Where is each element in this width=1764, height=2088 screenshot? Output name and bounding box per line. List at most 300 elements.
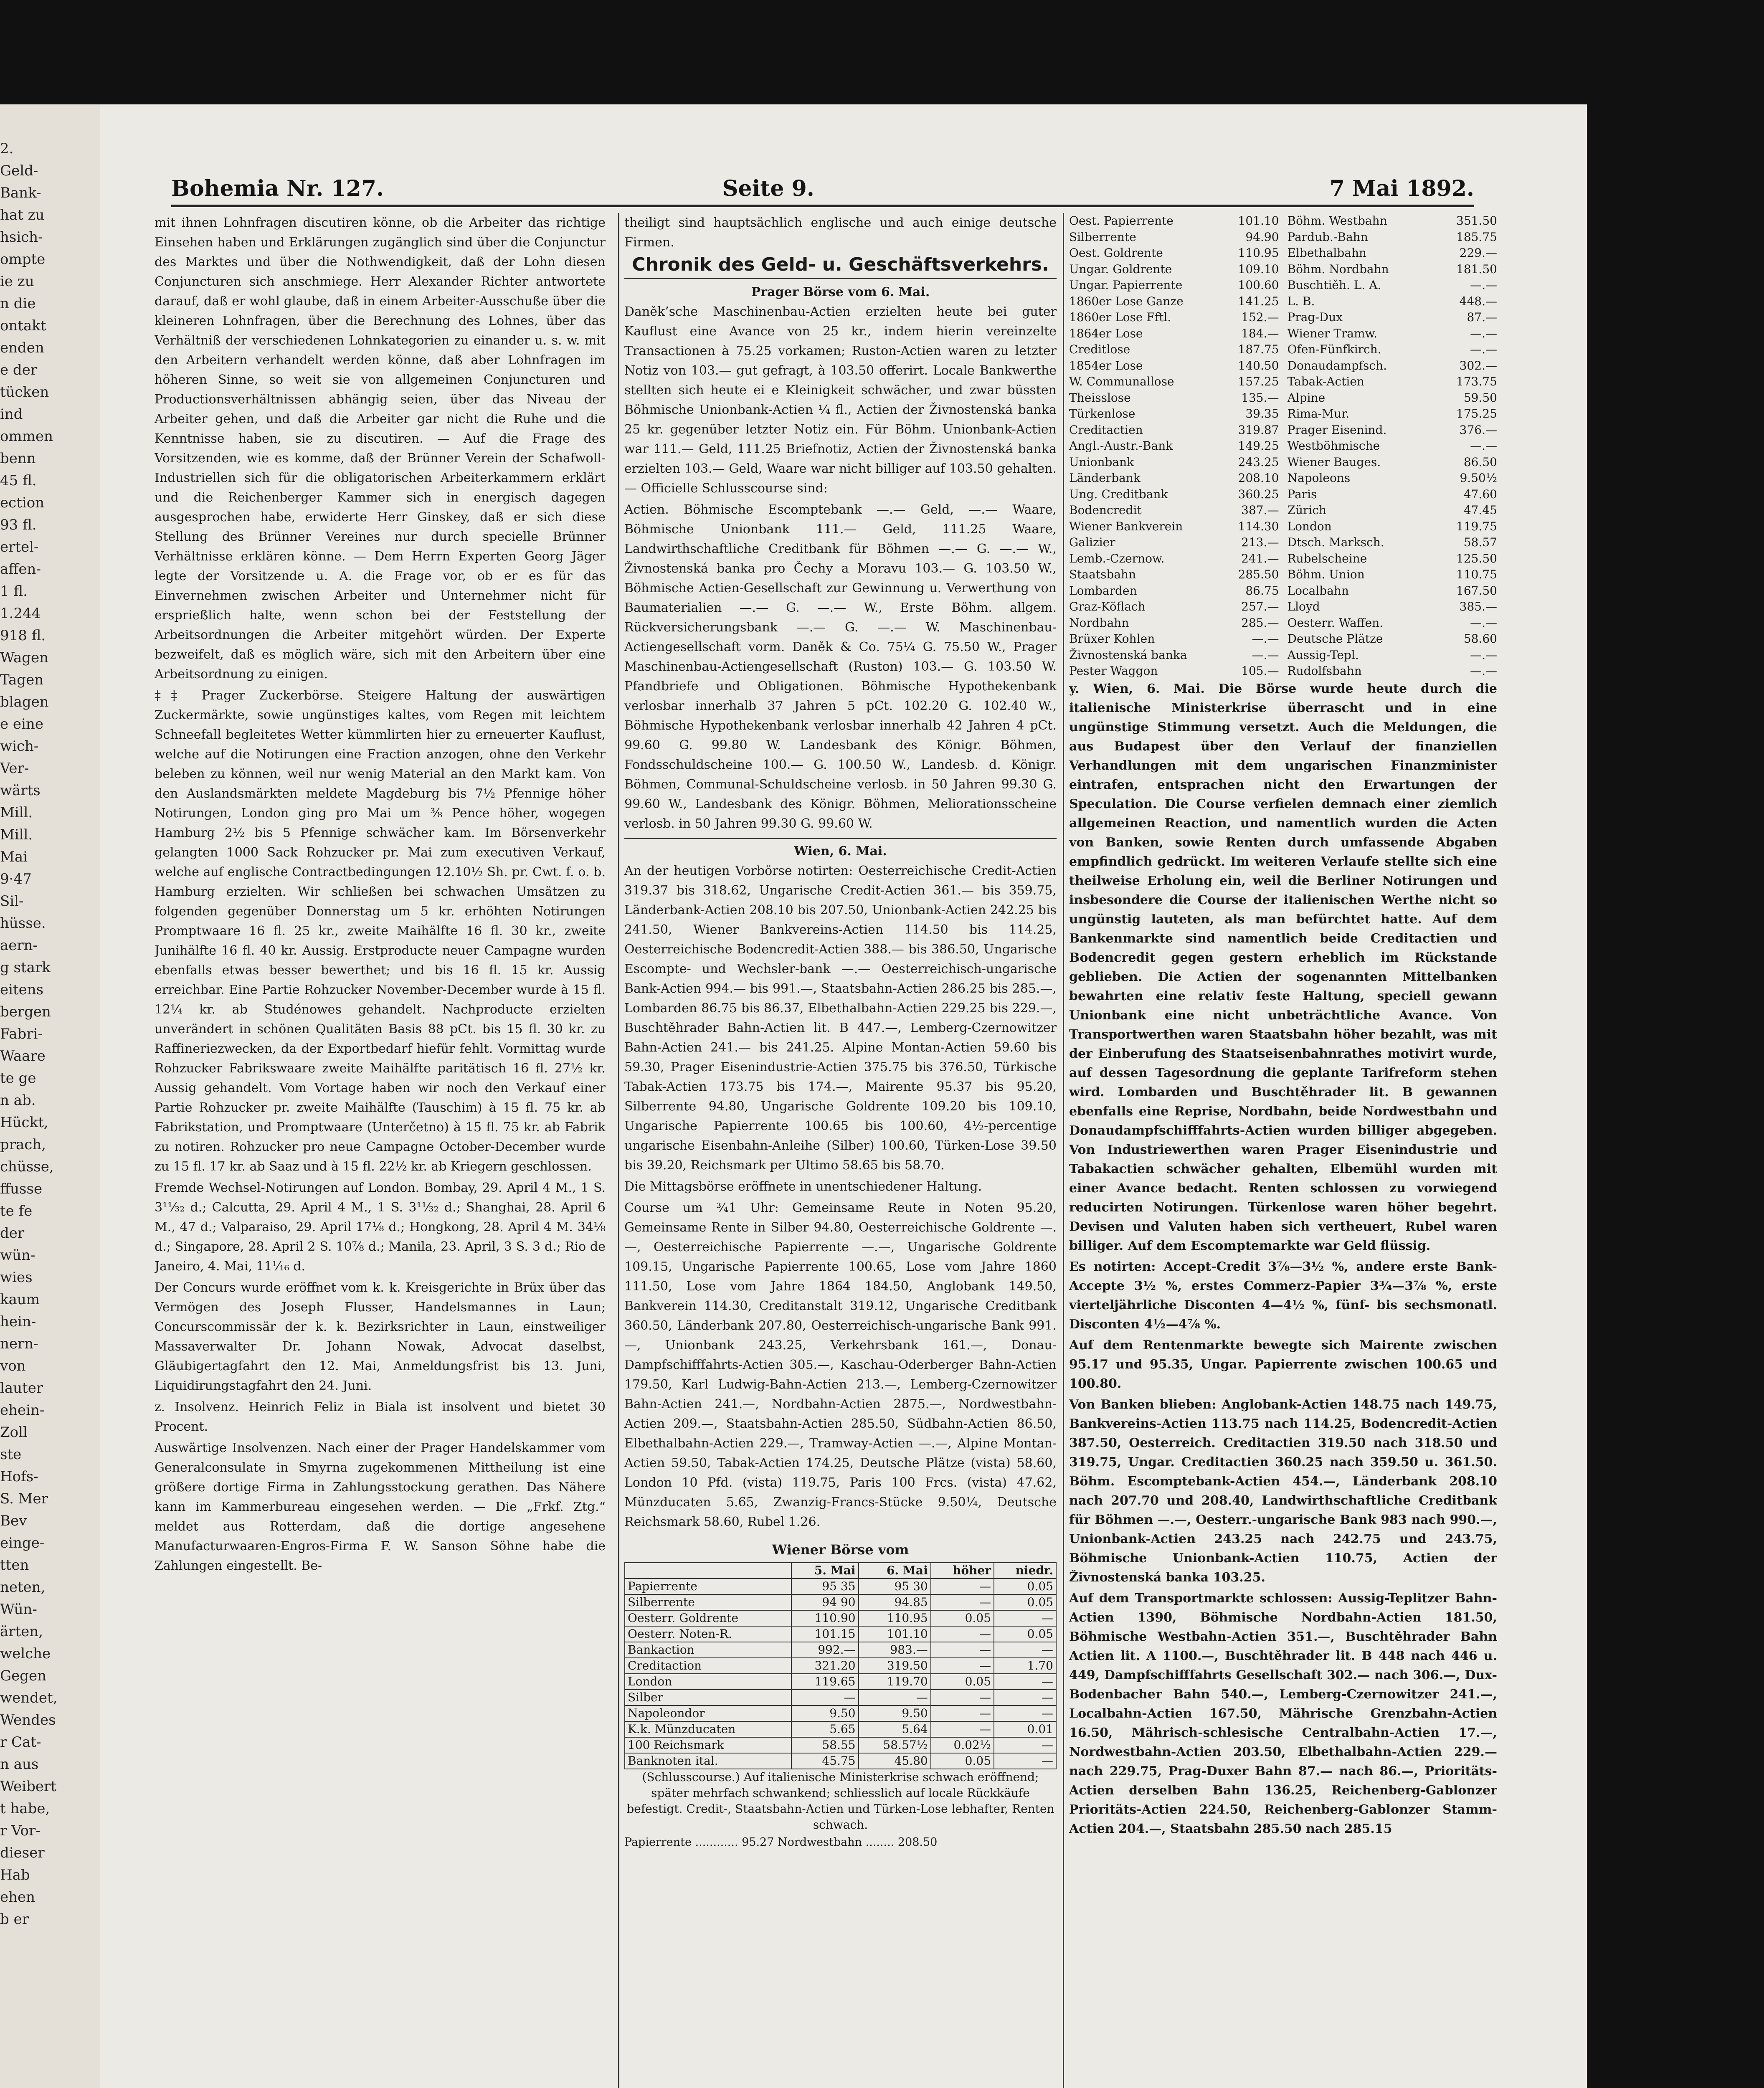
table-cell: — [931, 1642, 994, 1658]
paragraph: Actien. Böhmische Escomptebank —.— Geld, —.— Waare, Böhmische Unionbank 111.— Geld, 111.25 Waare, Landwirthschaftliche Creditbank für Böhmen —.— G. —.— W., Živnostenská banka pro Čechy a Moravu 103.— G. 103.50 W., Böhmische Actien-Gesellschaft zur Gewinnung u. Verwerthung von Baumaterialien —.— G. —.— W., Erste Böhm. allgem. Rückversicherungsbank —.— G. —.— W. Maschinenbau-Actiengesellschaft vorm. Daněk & Co. 75¼ G. 75.50 W., Prager Maschinenbau-Actiengesellschaft (Ruston) 103.— G. 103.50 W. Pfandbriefe und Obligationen. Böhmische Hypothekenbank verlosbar innerhalb 37 Jahren 5 pCt. 102.20 G. 102.40 W., Böhmische Hypothekenbank verlosbar innerhalb 42 Jahren 4 pCt. 99.60 G. 99.80 W. Landesbank des Königr. Böhmen, Fondsschuldscheine 100.— G. 100.50 W., Landesb. d. Königr. Böhmen, Communal-Schuldscheine verlosb. in 50 Jahren 99.30 G. 99.60 W., Landesbank des Königr. Böhmen, Meliorationsscheine verlosb. in 50 Jahren 99.30 G. 99.60 W. [624, 502, 1057, 831]
table-cell: 100 Reichsmark [625, 1737, 791, 1753]
course-list-left [1069, 213, 1279, 679]
fragment-line: Fabri- [0, 1026, 43, 1042]
fragment-line: prach, [0, 1136, 46, 1153]
table-cell: 1.70 [994, 1658, 1056, 1674]
table-cell: Papierrente [625, 1579, 791, 1594]
fragment-line: dieser [0, 1845, 45, 1861]
course-value: 141.25 [1238, 294, 1279, 308]
fragment-line: tten [0, 1557, 29, 1574]
paragraph: mit ihnen Lohnfragen discutiren könne, ob die Arbeiter das richtige Einsehen haben und Erklärungen zugänglich sind über die Conjunctur des Marktes und über die Nothwendigkeit, daß der Lohn diesen Conjuncturen sich anschmiege. Herr Alexander Richter antwortete darauf, daß er wohl glaube, daß in einem Arbeiter-Ausschuße über die kleineren Lohnfragen, über die Berechnung des Lohnes, über das Verhältniß der verschiedenen Lohnkategorien zu einander u. s. w. mit den Arbeitern verhandelt werden könne, daß aber Lohnfragen im höheren Sinne, so weit sie von allgemeinen Conjuncturen und Productionsverhältnissen abhängig seien, über das Niveau der Arbeiter gehen, und daß die Arbeiter gar nicht die Ruhe und die Kenntnisse haben, sie zu discutiren. — Auf die Frage des Vorsitzenden, wie es komme, daß der Brünner Verein der Schafwoll-Industriellen sich für die obligatorischen Arbeiterkammern erklärt und die Reichenberger Kammer sich in energisch dagegen ausgesprochen habe, erwiderte Herr Ginskey, daß er sich diese Stellung des Brünner Vereines nur durch specielle Brünner Verhältnisse erklären könne. — Dem Herrn Experten Georg Jäger legte der Vorsitzende u. A. die Frage vor, ob er es für das Einvernehmen zwischen Arbeiter und Unternehmer nicht für ersprießlich halte, wenn schon bei der Feststellung der Arbeitsordnungen die Arbeiter mitgehört würden. Der Experte bezweifelt, daß es möglich wäre, sich mit den Arbeitern über eine Arbeitsordnung zu einigen. [155, 215, 606, 682]
page-number: Seite 9. [722, 176, 814, 201]
course-row [1288, 615, 1498, 631]
table-cell: Silberrente [625, 1594, 791, 1610]
course-row [1288, 261, 1498, 278]
course-row [1069, 438, 1279, 454]
course-value: 376.— [1459, 423, 1497, 437]
table-row [625, 1579, 1056, 1594]
fragment-line: 1.244 [0, 605, 41, 622]
course-value: 185.75 [1456, 230, 1497, 244]
course-row [1069, 647, 1279, 664]
wiener-boerse-table [624, 1562, 1057, 1769]
course-name: Graz-Köflach [1069, 600, 1146, 613]
table-cell: 94.85 [859, 1594, 931, 1610]
course-row [1288, 213, 1498, 229]
course-name: Deutsche Plätze [1287, 632, 1383, 646]
table-cell: — [931, 1690, 994, 1705]
fragment-line: Gegen [0, 1667, 47, 1684]
lead-text: theiligt sind hauptsächlich englische und auch einige deutsche Firmen. [624, 215, 1057, 250]
table-cell: — [791, 1690, 859, 1705]
wien-heading: Wien, 6. Mai. [624, 838, 1057, 861]
table-cell: Oesterr. Goldrente [625, 1610, 791, 1626]
course-name: Donaudampfsch. [1287, 358, 1387, 372]
course-row [1288, 438, 1498, 454]
fragment-line: 1 fl. [0, 583, 28, 600]
course-row [1069, 374, 1279, 390]
course-value: 351.50 [1456, 214, 1497, 228]
course-value: 184.— [1241, 326, 1279, 340]
report-paragraph: y. Wien, 6. Mai. Die Börse wurde heute durch die italienische Ministerkrise überrascht und in eine ungünstige Stimmung versetzt. Auch die Meldungen, die aus Budapest über den Verlauf der finanziellen Verhandlungen mit dem ungarischen Finanzminister eintrafen, entsprachen nicht den Erwartungen der Speculation. Die Course verfielen demnach einer ziemlich allgemeinen Reaction, und namentlich wurden die Acten von Banken, sowie Renten durch umfassende Abgaben empfindlich gedrückt. Im weiteren Verlaufe stellte sich eine theilweise Erholung ein, weil die Berliner Notirungen und insbesondere die Course der italienischen Werthe nicht so ungünstig lauteten, als man befürchtet hatte. Auf dem Bankenmarkte sind namentlich beide Creditactien und Bodencredit gegen gestern erheblich im Rückstande geblieben. Die Actien der sogenannten Mittelbanken bewahrten eine relativ feste Haltung, speciell gewann Unionbank eine nicht unbeträchtliche Avance. Von Transportwerthen waren Staatsbahn höher bezahlt, was mit der Einberufung des Staatseisenbahnrathes motivirt wurde, auf dessen Tagesordnung die geplante Tarifreform stehen wird. Lombarden und Buschtěhrader lit. B gewannen ebenfalls eine Reprise, Nordbahn, beide Nordwestbahn und Donaudampfschifffahrts-Actien wurden billiger abgegeben. Von Industriewerthen waren Prager Eisenindustrie und Tabakactien schwächer gehalten, Elbemühl wurden mit einer Avance bedacht. Renten schlossen zu vorwiegend reducirten Notirungen. Türkenlose waren höher begehrt. Devisen und Valuten haben sich vertheuert, Rubel waren billiger. Auf dem Escomptemarkte war Geld flüssig. [1069, 681, 1497, 1253]
fragment-line: Hofs- [0, 1468, 38, 1485]
course-row [1288, 519, 1498, 535]
table-cell: 101.10 [859, 1626, 931, 1642]
course-value: 105.— [1241, 664, 1279, 678]
paragraph: Fremde Wechsel-Notirungen auf London. Bombay, 29. April 4 M., 1 S. 3¹¹⁄₃₂ d.; Calcutta, 29. April 4 M., 1 S. 3¹¹⁄₃₂ d.; Shanghai, 28. April 6 M., 47 d.; Valparaiso, 29. April 17⅛ d.; Hongkong, 28. April 4 M. 34⅛ d.; Singapore, 28. April 2 S. 10⅞ d.; Manila, 23. April, 3 S. 3 d.; Rio de Janeiro, 4. Mai, 11¹⁄₁₆ d. [155, 1181, 606, 1274]
course-value: 385.— [1459, 600, 1497, 613]
course-name: Rudolfsbahn [1287, 664, 1362, 678]
course-name: Galizier [1069, 535, 1115, 549]
table-cell: Banknoten ital. [625, 1753, 791, 1769]
course-value: —.— [1470, 616, 1497, 630]
fragment-line: Hückt, [0, 1114, 48, 1131]
course-name: Rima-Mur. [1287, 407, 1350, 421]
fragment-line: chüsse, [0, 1158, 54, 1175]
course-row [1288, 309, 1498, 326]
course-name: Pardub.-Bahn [1287, 230, 1368, 244]
course-value: 125.50 [1456, 551, 1497, 565]
table-cell: 321.20 [791, 1658, 859, 1674]
table-row [625, 1753, 1056, 1769]
table-cell: 110.95 [859, 1610, 931, 1626]
course-value: 302.— [1459, 358, 1497, 372]
course-value: 109.10 [1238, 262, 1279, 276]
course-row [1069, 615, 1279, 631]
table-cell: Oesterr. Noten-R. [625, 1626, 791, 1642]
course-value: 157.25 [1238, 375, 1279, 388]
fragment-line: wies [0, 1269, 33, 1286]
paragraph: Daněk’sche Maschinenbau-Actien erzielten heute bei guter Kauflust eine Avance von 25 kr., indem hierin vereinzelte Transactionen à 75.25 vorkamen; Ruston-Actien waren zu letzter Notiz von 103.— gut gefragt, à 103.50 offerirt. Locale Bankwerthe stellten sich heute ei e Kleinigkeit schwächer, und zwar büssten Böhmische Unionbank-Actien ¼ fl., Actien der Živnostenská banka 25 kr. gegenüber letzter Notiz ein. Für Böhm. Unionbank-Actien war 111.— Geld, 111.25 Briefnotiz, Actien der Živnostenská banka erzielten 103.— Geld, Waare war nicht billiger auf 103.50 gehalten. — Officielle Schlusscourse sind: [624, 304, 1057, 496]
course-row [1069, 358, 1279, 374]
course-value: 181.50 [1456, 262, 1497, 276]
course-name: 1864er Lose [1069, 326, 1143, 340]
table-header-row [625, 1563, 1056, 1579]
course-value: —.— [1470, 648, 1497, 662]
fragment-line: wendet, [0, 1690, 58, 1706]
fragment-line: n die [0, 295, 36, 312]
course-name: Türkenlose [1069, 407, 1135, 421]
course-name: Ofen-Fünfkirch. [1287, 342, 1381, 356]
course-name: Lemb.-Czernow. [1069, 551, 1165, 565]
course-row [1069, 663, 1279, 679]
course-name: Oest. Papierrente [1069, 214, 1173, 228]
table-cell: Creditaction [625, 1658, 791, 1674]
course-name: Lombarden [1069, 583, 1137, 598]
table-row [625, 1705, 1056, 1721]
course-value: —.— [1470, 439, 1497, 453]
course-name: W. Communallose [1069, 375, 1174, 388]
table-cell: — [931, 1705, 994, 1721]
course-value: 175.25 [1456, 407, 1497, 421]
fragment-line: ertel- [0, 539, 39, 555]
course-name: Silberrente [1069, 230, 1136, 244]
column-3 [1063, 213, 1497, 2088]
table-cell: — [994, 1705, 1056, 1721]
section-subtitle: Prager Börse vom 6. Mai. [751, 285, 930, 299]
course-list-right [1288, 213, 1498, 679]
course-value: —.— [1470, 664, 1497, 678]
course-row [1288, 358, 1498, 374]
report-paragraph: Auf dem Transportmarkte schlossen: Aussig-Teplitzer Bahn-Actien 1390, Böhmische Nordbahn-Actien 181.50, Böhmische Westbahn-Actien 351.—, Buschtěhrader Bahn Actien lit. A 1100.—, Buschtěhrader lit. B 448 nach 446 u. 449, Dampfschifffahrts Gesellschaft 302.— nach 306.—, Dux-Bodenbacher Bahn 540.—, Lemberg-Czernowitzer 241.—, Localbahn-Actien 167.50, Mährische Grenzbahn-Actien 16.50, Mährisch-schlesische Centralbahn-Actien 17.—, Nordwestbahn-Actien 203.50, Elbethalbahn-Actien 229.— nach 229.75, Prag-Duxer Bahn 87.— nach 86.—, Prioritäts-Actien derselben Bahn 136.25, Reichenberg-Gablonzer Prioritäts-Actien 224.50, Reichenberg-Gablonzer Stamm-Actien 204.—, Staatsbahn 285.50 nach 285.15 [1069, 1591, 1497, 1836]
table-row [625, 1674, 1056, 1690]
table-cell: — [931, 1658, 994, 1674]
paragraph: Der Concurs wurde eröffnet vom k. k. Kreisgerichte in Brüx über das Vermögen des Joseph Flusser, Handelsmannes in Laun; Concurscommissär der k. k. Bezirksrichter in Laun, einstweiliger Massaverwalter Dr. Johann Nowak, Advocat daselbst, Gläubigertagfahrt den 12. Mai, Anmeldungsfrist bis 13. Juni, Liquidirungstagfahrt den 24. Juni. [155, 1280, 606, 1393]
course-name: Ung. Creditbank [1069, 487, 1168, 501]
course-value: 94.90 [1245, 230, 1279, 244]
table-row [625, 1737, 1056, 1753]
table-cell: 0.05 [994, 1594, 1056, 1610]
course-row [1069, 406, 1279, 422]
column-header: 5. Mai [791, 1563, 859, 1579]
table-cell: 9.50 [791, 1705, 859, 1721]
paragraph: An der heutigen Vorbörse notirten: Oesterreichische Credit-Actien 319.37 bis 318.62, Ungarische Credit-Actien 361.— bis 359.75, Länderbank-Actien 208.10 bis 207.50, Unionbank-Actien 242.25 bis 241.50, Wiener Bankvereins-Actien 114.50 bis 114.25, Oesterreichische Bodencredit-Actien 388.— bis 386.50, Ungarische Escompte- und Wechsler-bank —.— Oesterreichisch-ungarische Bank-Actien 994.— bis 991.—, Staatsbahn-Actien 286.25 bis 285.—, Lombarden 86.75 bis 86.37, Elbethalbahn-Actien 229.25 bis 229.—, Buschtěhrader Bahn-Actien lit. B 447.—, Lemberg-Czernowitzer Bahn-Actien 241.— bis 241.25. Alpine Montan-Actien 59.60 bis 59.30, Prager Eisenindustrie-Actien 375.75 bis 376.50, Türkische Tabak-Actien 173.75 bis 174.—, Mairente 95.37 bis 95.20, Silberrente 94.80, Ungarische Goldrente 109.20 bis 109.10, Ungarische Papierrente 100.65 bis 100.60, 4½-percentige ungarische Eisenbahn-Anleihe (Silber) 100.60, Türken-Lose 39.50 bis 39.20, Reichsmark per Ultimo 58.65 bis 58.70. [624, 864, 1057, 1173]
course-row [1069, 245, 1279, 261]
course-value: 110.75 [1456, 568, 1497, 581]
course-value: 229.— [1459, 246, 1497, 260]
fragment-line: ommen [0, 428, 53, 445]
fragment-line: ffusse [0, 1181, 43, 1197]
course-row [1069, 213, 1279, 229]
fragment-line: Hab [0, 1867, 30, 1883]
fragment-line: 918 fl. [0, 627, 46, 644]
course-value: 140.50 [1238, 358, 1279, 372]
table-footer: Papierrente ............ 95.27 Nordwestbahn ........ 208.50 [624, 1836, 938, 1849]
course-value: 241.— [1241, 551, 1279, 565]
course-row [1069, 470, 1279, 487]
course-row [1288, 567, 1498, 583]
table-cell: — [859, 1690, 931, 1705]
course-name: Theisslose [1069, 390, 1131, 405]
course-row [1069, 294, 1279, 310]
fragment-line: nern- [0, 1335, 38, 1352]
course-row [1069, 631, 1279, 647]
fragment-line: welche [0, 1645, 51, 1662]
fragment-line: hüsse. [0, 915, 46, 932]
fragment-line: affen- [0, 561, 41, 578]
table-cell: 0.05 [931, 1610, 994, 1626]
page-date: 7 Mai 1892. [1329, 176, 1474, 201]
fragment-line: Bank- [0, 185, 41, 201]
course-name: Prager Eisenind. [1287, 423, 1387, 437]
fragment-line: kaum [0, 1291, 40, 1308]
course-value: 152.— [1241, 310, 1279, 324]
course-row [1288, 454, 1498, 471]
fragment-line: Zoll [0, 1424, 28, 1441]
course-row [1069, 519, 1279, 535]
table-cell: 5.64 [859, 1721, 931, 1737]
course-row [1069, 326, 1279, 342]
course-row [1069, 309, 1279, 326]
fragment-line: bergen [0, 1003, 51, 1020]
course-value: 149.25 [1238, 439, 1279, 453]
course-row [1288, 374, 1498, 390]
table-cell: 992.— [791, 1642, 859, 1658]
fragment-line: t habe, [0, 1800, 50, 1817]
table-note: (Schlusscourse.) Auf italienische Ministerkrise schwach eröffnend; später mehrfach schwankend; schliesslich auf locale Rückkäufe befestigt. Credit-, Staatsbahn-Actien und Türken-Lose lebhafter, Renten schwach. [626, 1770, 1054, 1832]
table-cell: 119.70 [859, 1674, 931, 1690]
course-row [1288, 342, 1498, 358]
course-name: Pester Waggon [1069, 664, 1158, 678]
course-name: Bodencredit [1069, 503, 1142, 517]
fragment-line: r Cat- [0, 1734, 41, 1751]
course-value: 208.10 [1238, 471, 1279, 485]
fragment-line: n ab. [0, 1092, 36, 1109]
course-row [1069, 422, 1279, 438]
course-name: Wiener Bankverein [1069, 519, 1183, 533]
fragment-line: r Vor- [0, 1822, 41, 1839]
column-header: höher [931, 1563, 994, 1579]
table-row [625, 1658, 1056, 1674]
course-value: 47.45 [1463, 503, 1497, 517]
fragment-line: Wendes [0, 1712, 56, 1728]
fragment-line: Mill. [0, 804, 33, 821]
course-name: Böhm. Union [1287, 568, 1365, 581]
course-name: Dtsch. Marksch. [1287, 535, 1384, 549]
fragment-line: ompte [0, 251, 46, 268]
course-value: 135.— [1241, 390, 1279, 405]
course-value: —.— [1470, 278, 1497, 292]
table-cell: London [625, 1674, 791, 1690]
course-value: 86.75 [1245, 583, 1279, 598]
course-row [1069, 599, 1279, 615]
table-cell: 0.05 [994, 1579, 1056, 1594]
table-cell: 95 30 [859, 1579, 931, 1594]
course-row [1069, 454, 1279, 471]
fragment-line: ehein- [0, 1402, 45, 1419]
course-name: Živnostenská banka [1069, 648, 1187, 662]
fragment-line: von [0, 1358, 26, 1374]
course-value: 360.25 [1238, 487, 1279, 501]
fragment-line: tücken [0, 384, 49, 400]
course-name: Alpine [1287, 390, 1326, 405]
table-cell: 9.50 [859, 1705, 931, 1721]
table-cell: Napoleondor [625, 1705, 791, 1721]
table-cell: 101.15 [791, 1626, 859, 1642]
column-header: 6. Mai [859, 1563, 931, 1579]
table-cell: 0.05 [931, 1674, 994, 1690]
course-value: 100.60 [1238, 278, 1279, 292]
course-name: Paris [1287, 487, 1317, 501]
adjacent-page-fragment [0, 138, 84, 2017]
table-cell: — [994, 1753, 1056, 1769]
paragraph: Die Mittagsbörse eröffnete in unentschiedener Haltung. [624, 1179, 982, 1194]
table-row [625, 1721, 1056, 1737]
course-name: Unionbank [1069, 455, 1134, 469]
table-cell: — [931, 1594, 994, 1610]
fragment-line: 93 fl. [0, 517, 37, 533]
course-value: 213.— [1241, 535, 1279, 549]
table-cell: 95 35 [791, 1579, 859, 1594]
table-cell: 58.55 [791, 1737, 859, 1753]
paragraph: Course um ¾1 Uhr: Gemeinsame Reute in Noten 95.20, Gemeinsame Rente in Silber 94.80, Oesterreichische Goldrente —.—, Oesterreichische Papierrente —.—, Ungarische Goldrente 109.15, Ungarische Papierrente 100.65, Lose vom Jahre 1860 111.50, Lose vom Jahre 1864 184.50, Anglobank 149.50, Bankverein 114.30, Creditanstalt 319.12, Ungarische Creditbank 360.50, Länderbank 207.80, Oesterreichisch-ungarische Bank 991.—, Unionbank 243.25, Verkehrsbank 161.—, Donau-Dampfschifffahrts-Actien 305.—, Kaschau-Oderberger Bahn-Actien 179.50, Karl Ludwig-Bahn-Actien 213.—, Lemberg-Czernowitzer Bahn-Actien 241.—, Nordbahn-Actien 2875.—, Nordwestbahn-Actien 209.—, Staatsbahn-Actien 285.50, Südbahn-Actien 86.50, Elbethalbahn-Actien 229.—, Tramway-Actien —.—, Alpine Montan-Actien 59.50, Tabak-Actien 174.25, Deutsche Plätze (vista) 58.60, London 10 Pfd. (vista) 119.75, Paris 100 Frcs. (vista) 47.62, Münzducaten 5.65, Zwanzig-Francs-Stücke 9.50¼, Deutsche Reichsmark 58.60, Rubel 1.26. [624, 1201, 1057, 1529]
course-name: Rubelscheine [1287, 551, 1367, 565]
fragment-line: ste [0, 1446, 22, 1463]
fragment-line: benn [0, 450, 36, 467]
table-cell: 5.65 [791, 1721, 859, 1737]
table-cell: Silber [625, 1690, 791, 1705]
course-row [1288, 647, 1498, 664]
course-name: Buschtiěh. L. A. [1287, 278, 1381, 292]
report-paragraph: Es notirten: Accept-Credit 3⅞—3½ %, andere erste Bank-Accepte 3½ %, erstes Commerz-Papier 3¾—3⅞ %, erste vierteljährliche Disconten 4—4½ %, fünf- bis sechsmonatl. Disconten 4½—4⅞ %. [1069, 1259, 1497, 1332]
table-cell: 319.50 [859, 1658, 931, 1674]
course-name: Böhm. Westbahn [1287, 214, 1387, 228]
course-row [1288, 470, 1498, 487]
course-value: 387.— [1241, 503, 1279, 517]
course-row [1288, 406, 1498, 422]
table-cell: 45.80 [859, 1753, 931, 1769]
column-2 [618, 213, 1057, 2088]
course-value: 243.25 [1238, 455, 1279, 469]
table-cell: 0.02½ [931, 1737, 994, 1753]
table-cell: 94 90 [791, 1594, 859, 1610]
fragment-line: ärten, [0, 1623, 43, 1640]
course-value: 167.50 [1456, 583, 1497, 598]
page-header [171, 171, 1474, 207]
fragment-line: e der [0, 362, 38, 378]
course-row [1069, 342, 1279, 358]
course-row [1288, 535, 1498, 551]
table-row [625, 1690, 1056, 1705]
course-row [1288, 390, 1498, 406]
fragment-line: Geld- [0, 162, 38, 179]
fragment-line: aern- [0, 937, 38, 954]
course-name: Prag-Dux [1287, 310, 1343, 324]
fragment-line: 2. [0, 140, 14, 157]
course-row [1069, 261, 1279, 278]
paragraph: Auswärtige Insolvenzen. Nach einer der Prager Handelskammer vom Generalconsulate in Smyrna zugekommenen Mittheilung ist eine größere dortige Firma in Zahlungsstockung gerathen. Das Nähere kann im Kammerbureau eingesehen werden. — Die „Frkf. Ztg.“ meldet aus Rotterdam, daß die dortige angesehene Manufacturwaaren-Engros-Firma F. W. Sanson Söhne habe die Zahlungen eingestellt. Be- [155, 1441, 606, 1573]
course-row [1069, 277, 1279, 294]
fragment-line: blagen [0, 694, 49, 710]
course-row [1288, 551, 1498, 567]
course-row [1288, 502, 1498, 519]
course-row [1288, 245, 1498, 261]
course-value: 319.87 [1238, 423, 1279, 437]
course-value: 58.57 [1463, 535, 1497, 549]
course-row [1288, 277, 1498, 294]
table-row [625, 1626, 1056, 1642]
fragment-line: 9·47 [0, 871, 32, 887]
course-value: 87.— [1467, 310, 1497, 324]
course-name: London [1287, 519, 1332, 533]
course-name: Oest. Goldrente [1069, 246, 1163, 260]
table-cell: 0.01 [994, 1721, 1056, 1737]
course-row [1069, 567, 1279, 583]
table-cell: 58.57½ [859, 1737, 931, 1753]
column-header: niedr. [994, 1563, 1056, 1579]
course-row [1288, 663, 1498, 679]
table-cell: — [994, 1690, 1056, 1705]
course-value: 119.75 [1456, 519, 1497, 533]
course-value: 39.35 [1245, 407, 1279, 421]
course-value: 101.10 [1238, 214, 1279, 228]
table-cell: — [994, 1610, 1056, 1626]
course-name: Brüxer Kohlen [1069, 632, 1155, 646]
fragment-line: Sil- [0, 893, 24, 910]
table-cell: 110.90 [791, 1610, 859, 1626]
course-name: Nordbahn [1069, 616, 1129, 630]
course-name: Creditlose [1069, 342, 1130, 356]
fragment-line: Mai [0, 849, 28, 865]
fragment-line: 45 fl. [0, 472, 37, 489]
fragment-line: ehen [0, 1889, 35, 1906]
course-value: 285.— [1241, 616, 1279, 630]
course-name: 1854er Lose [1069, 358, 1143, 372]
course-value: 448.— [1459, 294, 1497, 308]
market-report [1069, 679, 1497, 1839]
table-cell: — [994, 1737, 1056, 1753]
course-row [1288, 326, 1498, 342]
course-name: Tabak-Actien [1287, 375, 1364, 388]
course-value: —.— [1252, 648, 1279, 662]
course-name: Elbethalbahn [1287, 246, 1367, 260]
course-name: Ungar. Papierrente [1069, 278, 1183, 292]
course-value: 59.50 [1463, 390, 1497, 405]
fragment-line: te ge [0, 1070, 36, 1087]
fragment-line: n aus [0, 1756, 39, 1773]
fragment-line: ind [0, 406, 23, 423]
fragment-line: hat zu [0, 207, 45, 223]
fragment-line: Waare [0, 1048, 46, 1064]
fragment-line: Bev [0, 1513, 27, 1529]
table-cell: — [931, 1721, 994, 1737]
course-name: Lloyd [1287, 600, 1320, 613]
course-value: 257.— [1241, 600, 1279, 613]
fragment-line: g stark [0, 959, 51, 976]
fragment-line: lauter [0, 1380, 43, 1396]
fragment-line: hsich- [0, 229, 43, 246]
course-value: 173.75 [1456, 375, 1497, 388]
newspaper-page [100, 104, 1587, 2088]
table-cell: 0.05 [994, 1626, 1056, 1642]
table-cell: — [994, 1642, 1056, 1658]
course-name: Localbahn [1287, 583, 1349, 598]
fragment-line: einge- [0, 1535, 45, 1551]
table-row [625, 1642, 1056, 1658]
column-1 [155, 213, 606, 2088]
fragment-line: der [0, 1225, 25, 1242]
course-value: 285.50 [1238, 568, 1279, 581]
section-title: Chronik des Geld- u. Geschäftsverkehrs. [624, 255, 1057, 279]
fragment-line: hein- [0, 1313, 36, 1330]
course-value: 187.75 [1238, 342, 1279, 356]
course-name: Böhm. Nordbahn [1287, 262, 1389, 276]
fragment-line: eitens [0, 981, 44, 998]
table-cell: 45.75 [791, 1753, 859, 1769]
table-cell: — [994, 1674, 1056, 1690]
fragment-line: Weibert [0, 1778, 56, 1795]
fragment-line: wärts [0, 782, 41, 799]
course-row [1069, 583, 1279, 599]
